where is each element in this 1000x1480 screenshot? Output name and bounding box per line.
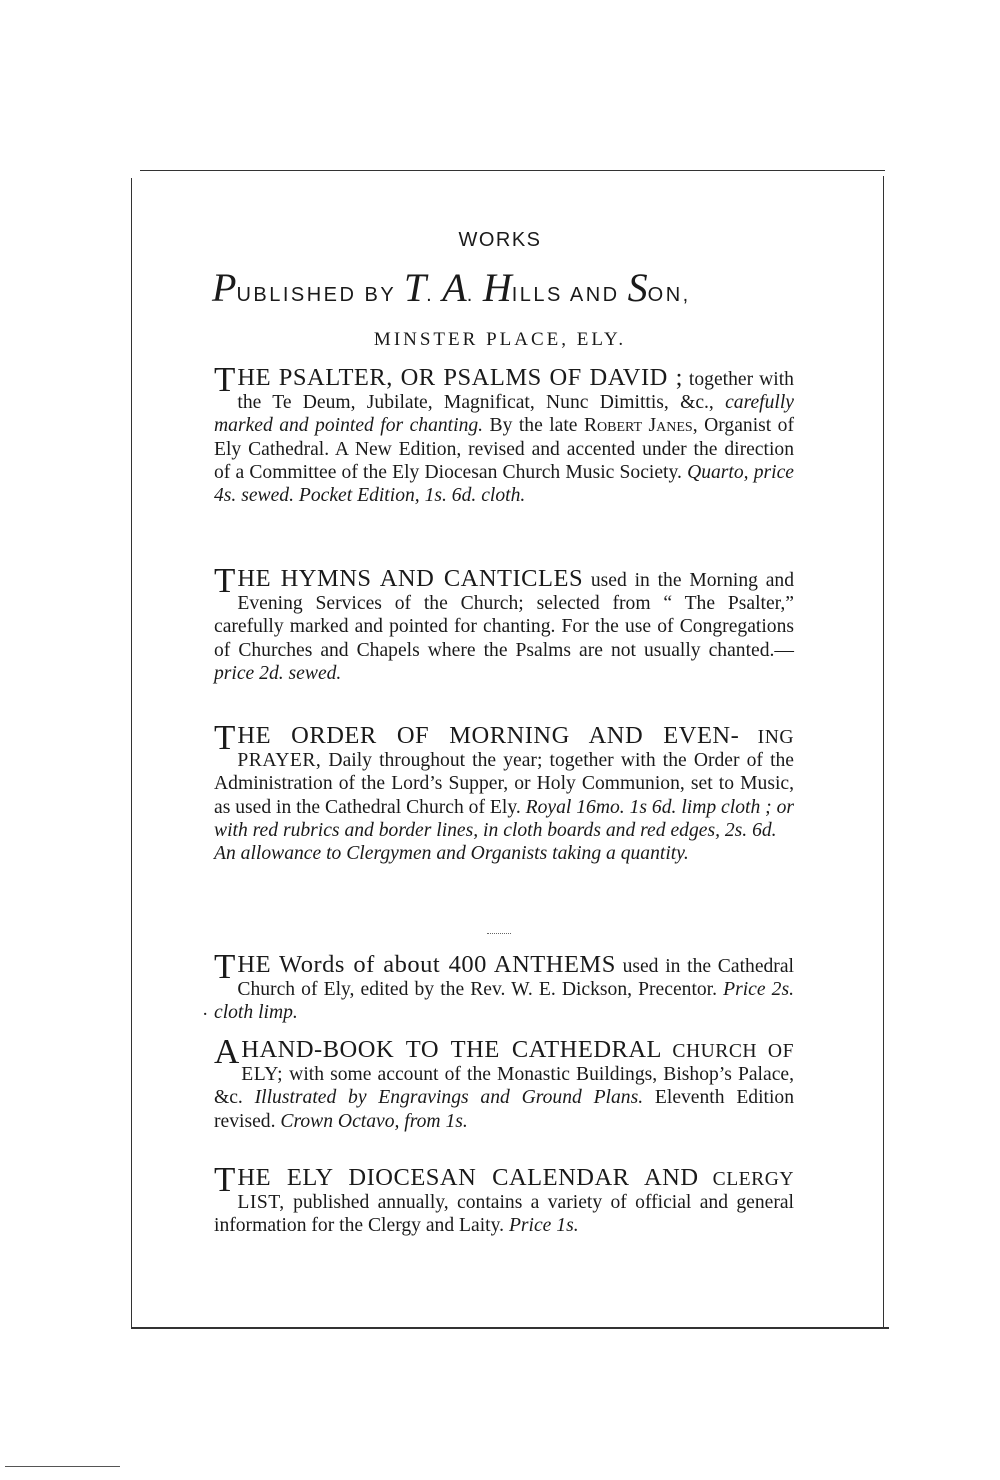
entry-price: Royal 16mo. 1s 6d. limp cloth ; or with red rubrics and border lines, in cloth boards and red edges, 2s. 6d. [214, 796, 794, 841]
publisher-cap-p: P [212, 265, 237, 310]
publisher-dot-2: . [466, 284, 475, 306]
margin-mark: · [202, 1004, 209, 1025]
entry-italic: carefully marked and pointed for chanting. [214, 392, 794, 437]
entry-body: with some account of the Monastic Buildings, Bishop’s Palace, &c. [214, 1064, 794, 1109]
entry-psalter [214, 360, 794, 507]
entry-order-of-prayer [214, 718, 795, 865]
entry-author: Robert Janes [583, 415, 693, 437]
publisher-word-hills: ILLS [511, 284, 563, 306]
publisher-cap-s: S [627, 265, 648, 310]
publisher-word-published: UBLISHED [236, 284, 357, 306]
entry-handbook [214, 1032, 795, 1133]
publisher-cap-a: A [442, 265, 467, 310]
address-line: MINSTER PLACE, ELY. [373, 329, 627, 350]
drop-cap: T [214, 360, 236, 399]
publisher-word-son: ON, [647, 284, 691, 306]
entry-anthems [214, 947, 794, 1025]
drop-cap: A [214, 1032, 240, 1071]
entry-italic: Illustrated by Engravings and Ground Plans. [254, 1087, 644, 1109]
entry-body: Eleventh Edition revised. [214, 1087, 795, 1132]
publisher-word-and: AND [569, 284, 620, 306]
entry-body: used in the Morning and Evening Services of the Church; selected from “ The Psalter,” carefully marked and pointed for chanting. For the use of Congregations of Churches and Chapels where the Psalms are not usually chanted.— [214, 570, 794, 661]
entry-price: Quarto, price 4s. sewed. Pocket Edition, 1s. 6d. cloth. [214, 461, 794, 507]
publisher-line [212, 265, 802, 310]
entry-price: Price 1s. [508, 1215, 579, 1237]
entry-caps: CHURCH OF ELY; [241, 1041, 794, 1086]
entry-calendar [214, 1160, 794, 1238]
entry-note: An allowance to Clergymen and Organists taking a quantity. [214, 843, 689, 865]
section-divider [487, 933, 511, 934]
entry-price: price 2d. sewed. [214, 662, 342, 684]
entry-title: HE Words of about 400 ANTHEMS [237, 951, 616, 978]
entry-hymns-canticles [214, 561, 794, 685]
entry-title: HE ORDER OF MORNING AND EVEN- [237, 722, 740, 749]
entry-body: together with the Te Deum, Jubilate, Magnificat, Nunc Dimittis, &c., [237, 369, 794, 414]
entry-caps: CLERGY LIST, [237, 1169, 794, 1214]
works-heading: WORKS [458, 229, 542, 251]
entry-body: published annually, contains a variety of official and general information for the Clergy and Laity. [214, 1192, 794, 1237]
entry-price: Crown Octavo, from 1s. [280, 1110, 468, 1132]
publisher-cap-h: H [482, 265, 512, 310]
entry-caps: ING PRAYER, [237, 727, 794, 772]
entry-price: Price 2s. cloth limp. [214, 979, 794, 1024]
entry-body: , Organist of Ely Cathedral. A New Edition, revised and accented under the direction of a Committee of the Ely Diocesan Church Music Society. [214, 415, 794, 483]
publisher-dot-1: . [426, 284, 435, 306]
drop-cap: T [214, 561, 236, 600]
drop-cap: T [214, 1160, 236, 1199]
entry-body: used in the Cathedral Church of Ely, edited by the Rev. W. E. Dickson, Precentor. [237, 956, 794, 1001]
drop-cap: T [214, 947, 236, 986]
entry-title: HE ELY DIOCESAN CALENDAR AND [237, 1164, 699, 1191]
entry-title: HAND-BOOK TO THE CATHEDRAL [241, 1036, 663, 1063]
entry-title: HE HYMNS AND CANTICLES [237, 565, 584, 592]
frame-top-rule [140, 170, 885, 171]
frame-bottom-rule [131, 1327, 889, 1329]
entry-body: By the late [489, 415, 578, 437]
entry-body: Daily throughout the year; together with the Order of the Administration of the Lord’s Supper, or Holy Communion, set to Music, as used in the Cathedral Church of Ely. [214, 750, 795, 818]
publisher-cap-t: T [403, 265, 427, 310]
entry-title: HE PSALTER, OR PSALMS OF DAVID ; [237, 364, 683, 391]
publisher-word-by: BY [364, 284, 396, 306]
footer-rule [5, 1466, 120, 1467]
drop-cap: T [214, 718, 236, 757]
